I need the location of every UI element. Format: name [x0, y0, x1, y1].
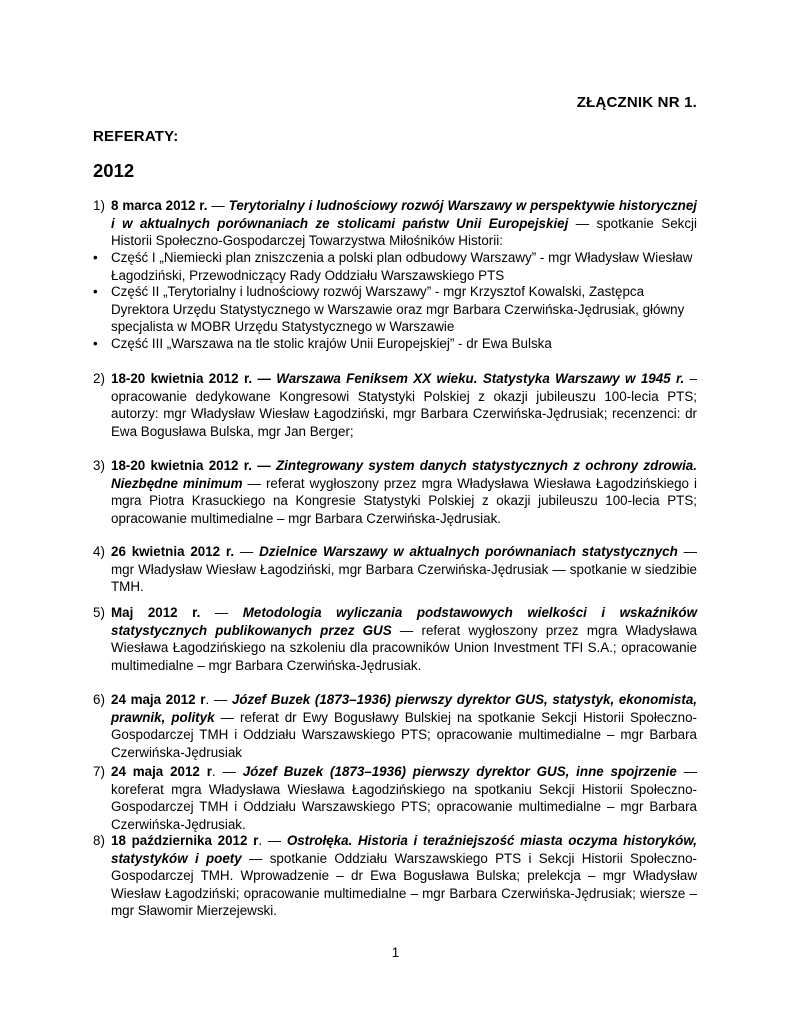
section-heading: REFERATY:	[93, 128, 179, 145]
item-dash: . —	[258, 833, 287, 848]
item-number: 1)	[93, 198, 105, 213]
item-number: 2)	[93, 371, 105, 386]
item-title: Zintegrowany system danych statystycznych z ochrony zdrowia. Niezbędne minimum	[111, 458, 697, 491]
list-item	[93, 249, 697, 284]
item-number: 6)	[93, 692, 105, 707]
item-title: Warszawa Feniksem XX wieku. Statystyka Warszawy w 1945 r.	[276, 371, 685, 386]
item-title: Dzielnice Warszawy w aktualnych porównaniach statystycznych	[259, 544, 678, 559]
item-dash: . —	[205, 692, 232, 707]
bullet-text: Część I „Niemiecki plan zniszczenia a polski plan odbudowy Warszawy” - mgr Władysław Wiesław Łagodziński, Przewodniczący Rady Oddziału Warszawskiego PTS	[111, 250, 693, 283]
item-description: — referat wygłoszony przez mgra Władysława Wiesława Łagodzińskiego na szkoleniu dla pracowników Union Investment TFI S.A.; opracowanie multimedialne – mgr Barbara Czerwińska-Jędrusiak.	[111, 622, 697, 673]
item-title: Terytorialny i ludnościowy rozwój Warszawy w perspektywie historycznej i w aktualnych porównaniach ze stolicami państw Unii Europejskiej	[111, 198, 697, 231]
item-number: 5)	[93, 605, 105, 620]
item-dash: —	[234, 544, 260, 559]
bullet-icon: •	[93, 336, 98, 351]
item-description: — koreferat mgra Władysława Wiesława Łagodzińskiego na spotkaniu Sekcji Historii Społeczno-Gospodarczej TMH i Oddziału Warszawskiego PTS; opracowanie multimedialne – mgr Barbara Czerwińska-Jędrusiak.	[111, 764, 698, 832]
item-number: 8)	[93, 833, 105, 848]
item-description: — referat wygłoszony przez mgra Władysława Wiesława Łagodzińskiego i mgra Piotra Krasuckiego na Kongresie Statystyki Polskiej z okazji jubileuszu 100-lecia PTS; opracowanie multimedialne – mgr Barbara Czerwińska-Jędrusiak.	[111, 475, 697, 526]
item-title: Ostrołęka. Historia i teraźniejszość miasta oczyma historyków, statystyków i poety	[111, 833, 697, 866]
item-number: 3)	[93, 458, 105, 473]
list-item	[93, 197, 697, 250]
list-item	[93, 604, 697, 674]
item-description: — spotkanie Oddziału Warszawskiego PTS i Sekcji Historii Społeczno-Gospodarczej TMH. Wprowadzenie – dr Ewa Bogusława Bulska; prelekcja – mgr Władysław Wiesław Łagodziński; opracowanie multimedialne – mgr Barbara Czerwińska-Jędrusiak; wiersze – mgr Sławomir Mierzejewski.	[111, 850, 697, 918]
list-item	[93, 335, 697, 353]
item-date: 18 października 2012 r	[111, 833, 259, 848]
item-date: 24 maja 2012 r	[111, 764, 212, 779]
item-dash: —	[200, 605, 243, 620]
list-item	[93, 691, 697, 761]
item-number: 7)	[93, 764, 105, 779]
item-description: — mgr Władysław Wiesław Łagodziński, mgr Barbara Czerwińska-Jędrusiak — spotkanie w siedzibie TMH.	[111, 544, 697, 594]
list-item	[93, 283, 697, 336]
item-description: — referat dr Ewy Bogusławy Bulskiej na spotkanie Sekcji Historii Społeczno-Gospodarczej TMH i Oddziału Warszawskiego PTS; opracowanie multimedialne – mgr Barbara Czerwińska-Jędrusiak	[111, 709, 697, 760]
item-date: 26 kwietnia 2012 r.	[111, 544, 235, 559]
item-date: 24 maja 2012 r	[111, 692, 206, 707]
item-date: 18-20 kwietnia 2012 r. —	[111, 458, 271, 473]
item-date: 18-20 kwietnia 2012 r. —	[111, 371, 271, 386]
item-date: 8 marca 2012 r.	[111, 198, 208, 213]
item-title: Józef Buzek (1873–1936) pierwszy dyrektor GUS, inne spojrzenie	[242, 764, 677, 779]
item-number: 4)	[93, 544, 105, 559]
bullet-icon: •	[93, 250, 98, 265]
item-dash: —	[207, 198, 229, 213]
item-date: Maj 2012 r.	[111, 605, 201, 620]
item-description: — spotkanie Sekcji Historii Społeczno-Gospodarczej Towarzystwa Miłośników Historii:	[111, 215, 697, 248]
item-dash: . —	[211, 764, 243, 779]
list-item	[93, 457, 697, 527]
bullet-icon: •	[93, 284, 98, 299]
list-item	[93, 370, 697, 440]
list-item	[93, 832, 697, 920]
bullet-text: Część III „Warszawa na tle stolic krajów Unii Europejskiej” - dr Ewa Bulska	[111, 336, 552, 351]
item-title: Józef Buzek (1873–1936) pierwszy dyrektor GUS, statystyk, ekonomista, prawnik, polityk	[111, 692, 697, 725]
list-item	[93, 763, 697, 833]
annex-label: ZŁĄCZNIK NR 1.	[576, 94, 697, 111]
page-number: 1	[391, 945, 400, 960]
item-title: Metodologia wyliczania podstawowych wielkości i wskaźników statystycznych publikowanych przez GUS	[111, 605, 697, 638]
year-heading: 2012	[93, 160, 135, 181]
bullet-text: Część II „Terytorialny i ludnościowy rozwój Warszawy” - mgr Krzysztof Kowalski, Zastępca Dyrektora Urzędu Statystycznego w Warszawie oraz mgr Barbara Czerwińska-Jędrusiak, główny specjalista w MOBR Urzędu Statystycznego w Warszawie	[111, 284, 685, 334]
list-item	[93, 543, 697, 596]
item-description: – opracowanie dedykowane Kongresowi Statystyki Polskiej z okazji jubileuszu 100-lecia PTS; autorzy: mgr Władysław Wiesław Łagodziński, mgr Barbara Czerwińska-Jędrusiak; recenzenci: dr Ewa Bogusława Bulska, mgr Jan Berger;	[111, 371, 697, 439]
